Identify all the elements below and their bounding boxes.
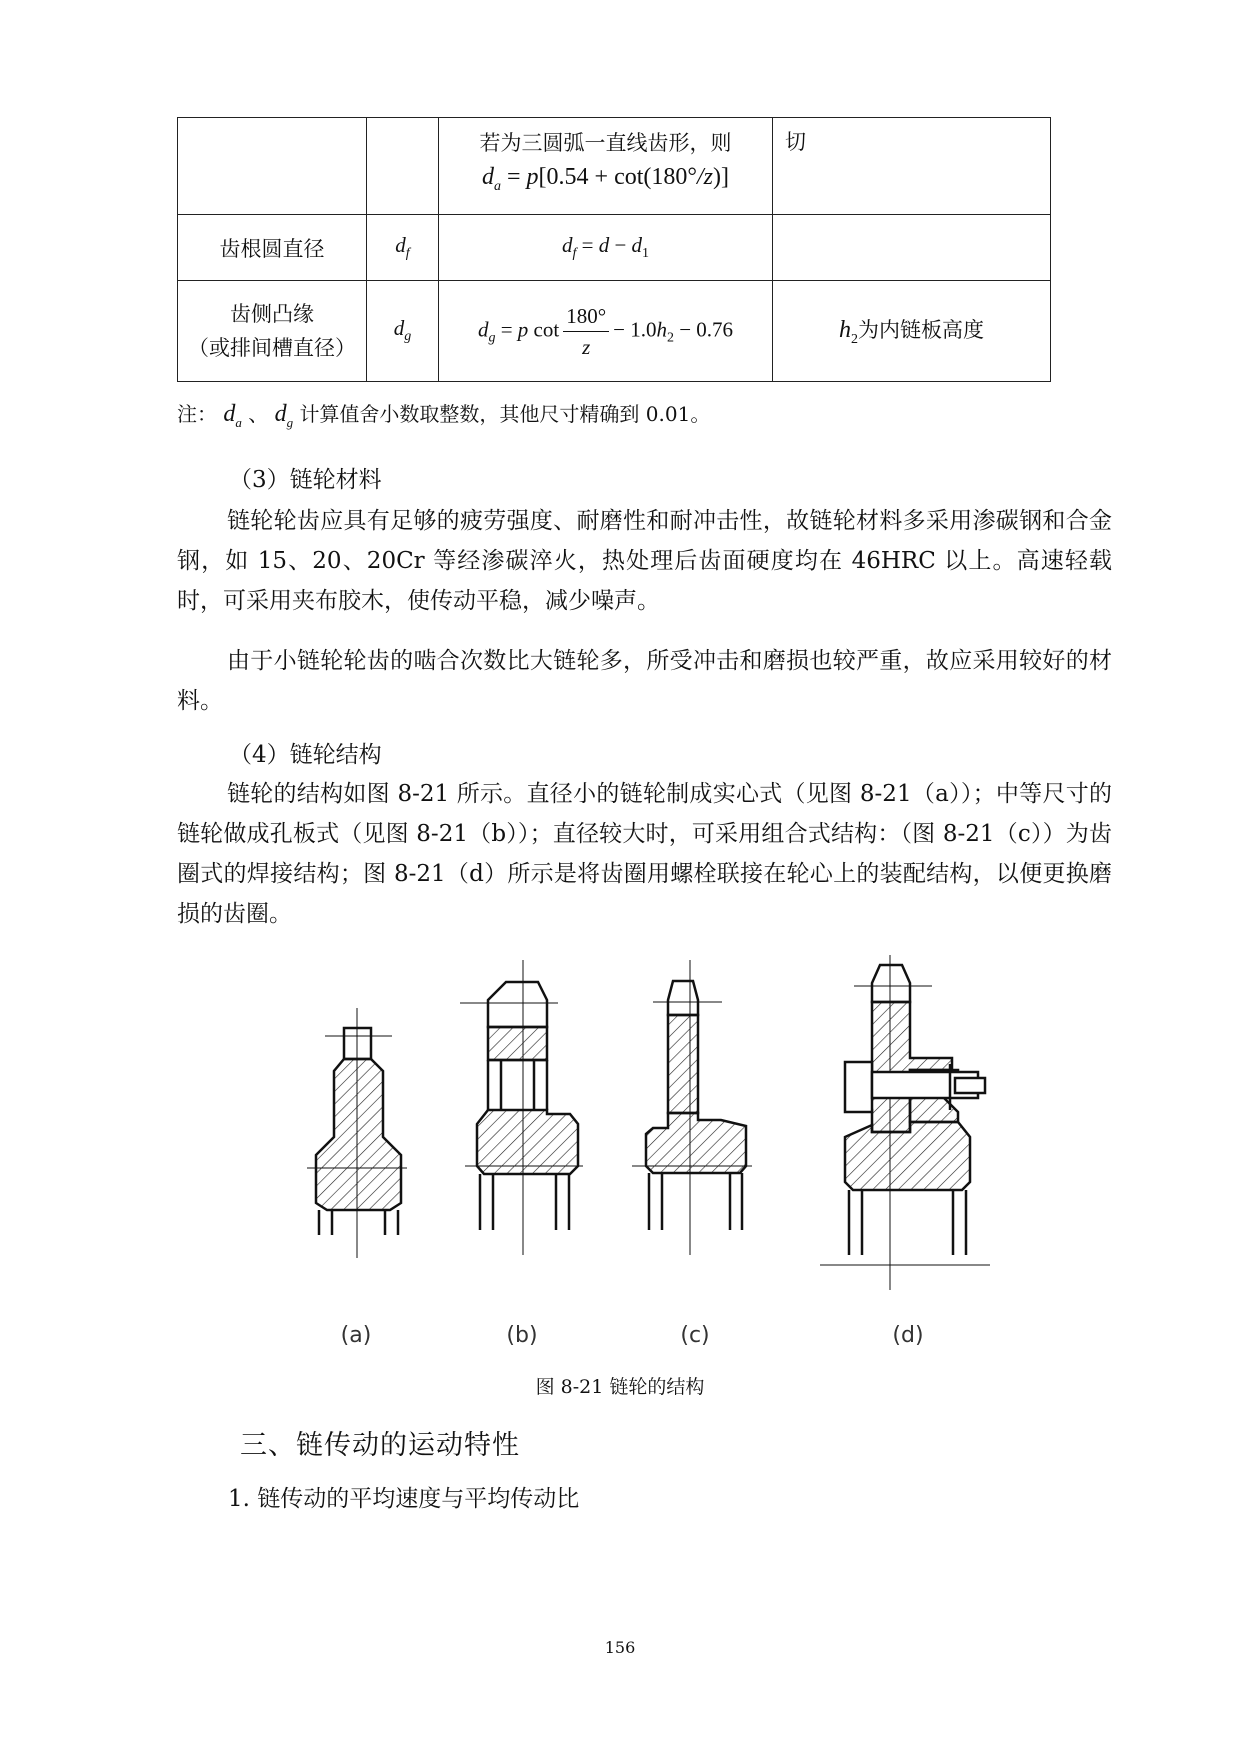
df-symbol: $d_f$ (367, 215, 439, 281)
da-symbol: $d_a$ (223, 401, 242, 430)
label-a: (a) (340, 1323, 372, 1348)
formula-label: 若为三圆弧一直线齿形，则 (479, 131, 732, 155)
dg-symbol: $d_g$ (274, 401, 294, 430)
dg-symbol: $d_g$ (367, 281, 439, 382)
flange-name-line2: （或排间槽直径） (188, 336, 356, 360)
paragraph-materials-1: 链轮轮齿应具有足够的疲劳强度、耐磨性和耐冲击性，故链轮材料多采用渗碳钢和合金钢，如 15、20、20Cr 等经渗碳淬火，热处理后齿面硬度均在 46HRC 以上。高速轻载时，可采用夹布胶木，使传动平稳，减少噪声。 (177, 508, 1112, 614)
figure-caption: 图 8-21 链轮的结构 (535, 1376, 705, 1398)
label-c: (c) (680, 1323, 710, 1348)
root-diameter-name: 齿根圆直径 (178, 215, 367, 281)
label-b: (b) (506, 1323, 538, 1348)
figure-c-welded-sprocket (632, 960, 752, 1255)
h2-note: 为内链板高度 (858, 318, 984, 343)
paragraph-materials-2: 由于小链轮轮齿的啮合次数比大链轮多，所受冲击和磨损也较严重，故应采用较好的材料。 (177, 648, 1112, 714)
figure-d-bolted-sprocket (820, 955, 990, 1290)
footnote-separator: 、 (248, 402, 269, 426)
dg-formula: $d_g = p$ cot $\frac{180^\circ}{z}$ − $1.0h_2 - 0.76$ (439, 281, 773, 382)
subsection-item: 1. 链传动的平均速度与平均传动比 (228, 1486, 580, 1512)
footnote-text: 计算值舍小数取整数，其他尺寸精确到 0.01。 (299, 402, 711, 426)
page-number: 156 (604, 1638, 636, 1657)
figure-a-solid-sprocket (307, 1008, 407, 1258)
section-title: 三、链传动的运动特性 (240, 1430, 520, 1461)
heading-structure: （4）链轮结构 (229, 742, 382, 768)
flange-name-line1: 齿侧凸缘 (230, 302, 314, 326)
df-formula: $d_f = d - d_1$ (439, 215, 773, 281)
heading-materials: （3）链轮材料 (229, 467, 382, 493)
row1-note: 切 (785, 130, 806, 154)
da-formula: $d_a = p[0.54 + \cot(180^\circ/z)]$ (482, 164, 729, 194)
label-d: (d) (892, 1323, 924, 1348)
paragraph-structure: 链轮的结构如图 8-21 所示。直径小的链轮制成实心式（见图 8-21（a））；中等尺寸的链轮做成孔板式（见图 8-21（b））；直径较大时，可采用组合式结构：（图 8-21（c））为齿圈式的焊接结构；图 8-21（d）所示是将齿圈用螺栓联接在轮心上的装配结构，以便更换磨损的齿圈。 (177, 781, 1112, 927)
h2-symbol: $h_2$ (839, 317, 858, 347)
figure-b-web-plate-sprocket (460, 960, 583, 1255)
footnote-prefix: 注： (177, 402, 217, 426)
